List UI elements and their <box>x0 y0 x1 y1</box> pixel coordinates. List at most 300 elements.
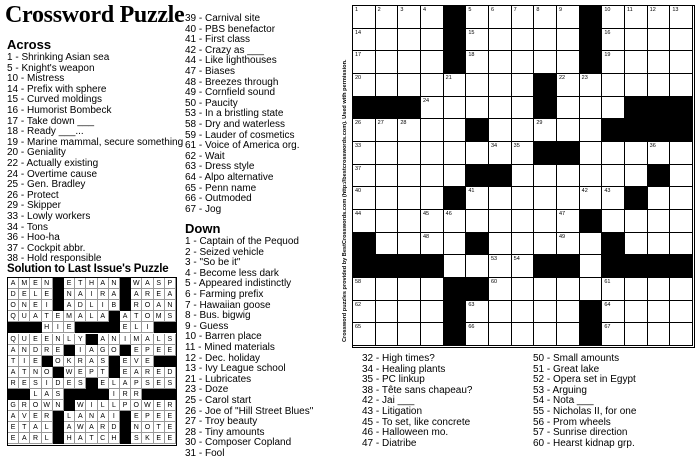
solution-letter-cell: S <box>30 378 41 389</box>
answer-square[interactable] <box>534 165 557 188</box>
solution-letter-cell: D <box>75 300 86 311</box>
clue-item: 63 - Dress style <box>185 161 255 173</box>
answer-square[interactable] <box>489 255 512 278</box>
answer-square[interactable] <box>444 233 467 256</box>
solution-letter-cell: E <box>154 400 165 411</box>
answer-square[interactable] <box>421 6 444 29</box>
answer-square[interactable] <box>376 119 399 142</box>
answer-square[interactable] <box>444 74 467 97</box>
answer-square[interactable] <box>625 233 648 256</box>
answer-square[interactable] <box>421 142 444 165</box>
clue-number: 24 <box>423 97 430 104</box>
clue-number: 42 <box>581 188 588 195</box>
black-square <box>625 119 648 142</box>
answer-square[interactable] <box>580 142 603 165</box>
solution-letter-cell: L <box>154 334 165 345</box>
answer-square[interactable] <box>602 97 625 120</box>
solution-letter-cell: R <box>8 378 19 389</box>
answer-square[interactable] <box>557 97 580 120</box>
clue-item: 11 - Mined materials <box>185 341 275 353</box>
black-square <box>580 29 603 52</box>
answer-square[interactable] <box>353 323 376 346</box>
clue-item: 34 - Healing plants <box>362 363 446 375</box>
answer-square[interactable] <box>580 187 603 210</box>
answer-square[interactable] <box>512 6 535 29</box>
solution-letter-cell: S <box>165 334 176 345</box>
answer-square[interactable] <box>376 187 399 210</box>
solution-letter-cell: A <box>131 367 142 378</box>
answer-square[interactable] <box>670 29 693 52</box>
clue-number: 28 <box>400 120 407 127</box>
answer-square[interactable] <box>466 29 489 52</box>
answer-square[interactable] <box>444 165 467 188</box>
solution-letter-cell: T <box>19 367 30 378</box>
answer-square[interactable] <box>557 119 580 142</box>
solution-black-cell <box>53 278 64 289</box>
clue-number: 6 <box>491 7 495 13</box>
answer-square[interactable] <box>398 323 421 346</box>
answer-square[interactable] <box>466 301 489 324</box>
answer-square[interactable] <box>602 323 625 346</box>
answer-square[interactable] <box>602 142 625 165</box>
answer-square[interactable] <box>466 51 489 74</box>
answer-square[interactable] <box>557 323 580 346</box>
solution-letter-cell: I <box>120 334 131 345</box>
answer-square[interactable] <box>489 142 512 165</box>
answer-square[interactable] <box>466 187 489 210</box>
answer-square[interactable] <box>580 74 603 97</box>
solution-letter-cell: E <box>64 278 75 289</box>
solution-letter-cell: A <box>120 311 131 322</box>
solution-letter-cell: O <box>109 345 120 356</box>
previous-solution-grid <box>7 277 177 446</box>
answer-square[interactable] <box>421 29 444 52</box>
answer-square[interactable] <box>670 51 693 74</box>
answer-square[interactable] <box>670 165 693 188</box>
answer-square[interactable] <box>580 119 603 142</box>
solution-letter-cell: O <box>42 367 53 378</box>
clue-item: 24 - Overtime cause <box>7 168 98 180</box>
answer-square[interactable] <box>580 165 603 188</box>
answer-square[interactable] <box>466 210 489 233</box>
answer-square[interactable] <box>353 51 376 74</box>
answer-square[interactable] <box>376 142 399 165</box>
clue-number: 22 <box>559 75 566 81</box>
answer-square[interactable] <box>648 51 671 74</box>
clue-item: 50 - Small amounts <box>533 353 620 364</box>
answer-square[interactable] <box>489 301 512 324</box>
solution-letter-cell: R <box>98 422 109 433</box>
answer-square[interactable] <box>534 29 557 52</box>
answer-square[interactable] <box>398 51 421 74</box>
solution-letter-cell: I <box>53 322 64 333</box>
answer-square[interactable] <box>466 142 489 165</box>
solution-letter-cell: A <box>42 389 53 400</box>
answer-square[interactable] <box>444 210 467 233</box>
solution-black-cell <box>53 289 64 300</box>
solution-letter-cell: T <box>19 422 30 433</box>
answer-square[interactable] <box>398 233 421 256</box>
answer-square[interactable] <box>512 255 535 278</box>
answer-square[interactable] <box>670 187 693 210</box>
answer-square[interactable] <box>557 233 580 256</box>
solution-letter-cell: S <box>75 378 86 389</box>
answer-square[interactable] <box>625 6 648 29</box>
solution-letter-cell: E <box>165 433 176 444</box>
solution-letter-cell: A <box>86 345 97 356</box>
answer-square[interactable] <box>648 233 671 256</box>
answer-square[interactable] <box>625 301 648 324</box>
answer-square[interactable] <box>398 165 421 188</box>
answer-square[interactable] <box>534 6 557 29</box>
answer-square[interactable] <box>580 233 603 256</box>
solution-letter-cell: I <box>109 389 120 400</box>
answer-square[interactable] <box>421 301 444 324</box>
answer-square[interactable] <box>398 6 421 29</box>
solution-letter-cell: E <box>154 367 165 378</box>
answer-square[interactable] <box>512 301 535 324</box>
answer-square[interactable] <box>421 233 444 256</box>
answer-square[interactable] <box>489 119 512 142</box>
answer-square[interactable] <box>398 119 421 142</box>
answer-square[interactable] <box>648 142 671 165</box>
answer-square[interactable] <box>444 255 467 278</box>
solution-letter-cell: A <box>154 300 165 311</box>
answer-square[interactable] <box>648 323 671 346</box>
answer-square[interactable] <box>353 187 376 210</box>
solution-letter-cell: A <box>75 411 86 422</box>
answer-square[interactable] <box>557 165 580 188</box>
solution-letter-cell: T <box>8 356 19 367</box>
solution-black-cell <box>98 389 109 400</box>
black-square <box>444 187 467 210</box>
answer-square[interactable] <box>489 233 512 256</box>
black-square <box>398 97 421 120</box>
answer-square[interactable] <box>353 301 376 324</box>
answer-square[interactable] <box>648 187 671 210</box>
answer-square[interactable] <box>466 97 489 120</box>
answer-square[interactable] <box>670 6 693 29</box>
answer-square[interactable] <box>512 97 535 120</box>
answer-square[interactable] <box>444 97 467 120</box>
answer-square[interactable] <box>398 301 421 324</box>
answer-square[interactable] <box>353 210 376 233</box>
answer-square[interactable] <box>625 51 648 74</box>
solution-black-cell <box>120 289 131 300</box>
solution-letter-cell: S <box>154 278 165 289</box>
solution-letter-cell: L <box>30 389 41 400</box>
answer-square[interactable] <box>648 74 671 97</box>
answer-square[interactable] <box>670 301 693 324</box>
answer-square[interactable] <box>670 74 693 97</box>
solution-black-cell <box>42 356 53 367</box>
black-square <box>466 165 489 188</box>
answer-square[interactable] <box>398 187 421 210</box>
black-square <box>353 255 376 278</box>
answer-square[interactable] <box>557 74 580 97</box>
answer-square[interactable] <box>580 255 603 278</box>
answer-square[interactable] <box>534 119 557 142</box>
answer-square[interactable] <box>625 142 648 165</box>
answer-square[interactable] <box>376 51 399 74</box>
answer-square[interactable] <box>648 278 671 301</box>
solution-black-cell <box>30 322 41 333</box>
solution-black-cell <box>165 322 176 333</box>
answer-square[interactable] <box>444 119 467 142</box>
answer-square[interactable] <box>602 74 625 97</box>
answer-square[interactable] <box>670 278 693 301</box>
answer-square[interactable] <box>489 29 512 52</box>
solution-black-cell <box>75 322 86 333</box>
solution-letter-cell: E <box>154 289 165 300</box>
clue-item: 48 - Breezes through <box>185 76 279 88</box>
answer-square[interactable] <box>557 187 580 210</box>
answer-square[interactable] <box>625 165 648 188</box>
answer-square[interactable] <box>648 301 671 324</box>
solution-letter-cell: E <box>120 322 131 333</box>
solution-letter-cell: N <box>165 300 176 311</box>
answer-square[interactable] <box>421 97 444 120</box>
answer-square[interactable] <box>512 210 535 233</box>
clue-item: 16 - Humorist Bombeck <box>7 104 112 116</box>
solution-black-cell <box>8 389 19 400</box>
down-heading: Down <box>185 221 221 236</box>
answer-square[interactable] <box>557 301 580 324</box>
answer-square[interactable] <box>512 119 535 142</box>
black-square <box>580 51 603 74</box>
black-square <box>580 210 603 233</box>
solution-letter-cell: S <box>53 389 64 400</box>
black-square <box>580 6 603 29</box>
answer-square[interactable] <box>353 74 376 97</box>
answer-square[interactable] <box>557 51 580 74</box>
answer-square[interactable] <box>466 6 489 29</box>
answer-square[interactable] <box>376 210 399 233</box>
answer-square[interactable] <box>602 29 625 52</box>
answer-square[interactable] <box>421 119 444 142</box>
answer-square[interactable] <box>648 210 671 233</box>
clue-item: 42 - Crazy as ___ <box>185 44 264 56</box>
answer-square[interactable] <box>421 210 444 233</box>
solution-black-cell <box>53 300 64 311</box>
answer-square[interactable] <box>421 323 444 346</box>
answer-square[interactable] <box>534 323 557 346</box>
answer-square[interactable] <box>376 29 399 52</box>
answer-square[interactable] <box>398 278 421 301</box>
answer-square[interactable] <box>512 323 535 346</box>
solution-letter-cell: O <box>53 356 64 367</box>
answer-square[interactable] <box>512 51 535 74</box>
answer-square[interactable] <box>534 187 557 210</box>
answer-square[interactable] <box>648 29 671 52</box>
answer-square[interactable] <box>353 278 376 301</box>
answer-square[interactable] <box>557 210 580 233</box>
solution-letter-cell: M <box>154 311 165 322</box>
solution-letter-cell: M <box>64 311 75 322</box>
solution-letter-cell: E <box>64 322 75 333</box>
solution-letter-cell: L <box>86 300 97 311</box>
answer-square[interactable] <box>489 6 512 29</box>
answer-square[interactable] <box>489 74 512 97</box>
clue-item: 10 - Barren place <box>185 331 262 343</box>
clue-number: 36 <box>649 143 656 149</box>
answer-square[interactable] <box>534 278 557 301</box>
answer-square[interactable] <box>376 278 399 301</box>
clue-item: 3 - "So be it" <box>185 257 241 269</box>
solution-black-cell <box>64 400 75 411</box>
solution-black-cell <box>165 389 176 400</box>
answer-square[interactable] <box>398 29 421 52</box>
clue-number: 40 <box>355 188 362 195</box>
answer-square[interactable] <box>421 74 444 97</box>
answer-square[interactable] <box>421 51 444 74</box>
solution-letter-cell: S <box>98 356 109 367</box>
clue-item: 54 - Nota ___ <box>533 395 594 407</box>
solution-letter-cell: E <box>64 378 75 389</box>
answer-square[interactable] <box>648 6 671 29</box>
answer-square[interactable] <box>398 74 421 97</box>
answer-square[interactable] <box>580 278 603 301</box>
answer-square[interactable] <box>376 323 399 346</box>
solution-letter-cell: N <box>109 278 120 289</box>
answer-square[interactable] <box>602 6 625 29</box>
answer-square[interactable] <box>376 301 399 324</box>
answer-square[interactable] <box>534 233 557 256</box>
answer-square[interactable] <box>625 278 648 301</box>
solution-letter-cell: P <box>142 345 153 356</box>
answer-square[interactable] <box>512 142 535 165</box>
answer-square[interactable] <box>489 210 512 233</box>
solution-letter-cell: R <box>75 356 86 367</box>
across-heading: Across <box>7 37 52 52</box>
answer-square[interactable] <box>376 74 399 97</box>
answer-square[interactable] <box>557 278 580 301</box>
clue-item: 47 - Biases <box>185 65 236 77</box>
answer-square[interactable] <box>625 210 648 233</box>
answer-square[interactable] <box>353 142 376 165</box>
solution-black-cell <box>165 356 176 367</box>
answer-square[interactable] <box>557 6 580 29</box>
answer-square[interactable] <box>512 165 535 188</box>
answer-square[interactable] <box>512 278 535 301</box>
clue-item: 60 - Hearst kidnap grp. <box>533 437 635 449</box>
answer-square[interactable] <box>557 29 580 52</box>
answer-square[interactable] <box>421 278 444 301</box>
answer-square[interactable] <box>625 29 648 52</box>
clue-item: 27 - Troy beauty <box>185 416 258 428</box>
solution-letter-cell: H <box>42 322 53 333</box>
answer-square[interactable] <box>512 29 535 52</box>
solution-letter-cell: E <box>19 378 30 389</box>
clue-item: 57 - Sunrise direction <box>533 427 628 439</box>
answer-square[interactable] <box>353 119 376 142</box>
answer-square[interactable] <box>489 97 512 120</box>
answer-square[interactable] <box>602 210 625 233</box>
answer-square[interactable] <box>421 165 444 188</box>
solution-letter-cell: Q <box>8 311 19 322</box>
answer-square[interactable] <box>625 323 648 346</box>
answer-square[interactable] <box>353 6 376 29</box>
solution-letter-cell: E <box>53 311 64 322</box>
clue-number: 21 <box>445 75 452 81</box>
solution-black-cell <box>154 356 165 367</box>
answer-square[interactable] <box>670 323 693 346</box>
answer-square[interactable] <box>602 301 625 324</box>
solution-letter-cell: W <box>64 367 75 378</box>
clue-number: 43 <box>604 188 611 195</box>
across-clues-column <box>7 38 184 265</box>
answer-square[interactable] <box>489 51 512 74</box>
answer-square[interactable] <box>444 142 467 165</box>
answer-square[interactable] <box>512 187 535 210</box>
solution-black-cell <box>8 322 19 333</box>
solution-letter-cell: N <box>109 334 120 345</box>
solution-letter-cell: S <box>165 311 176 322</box>
answer-square[interactable] <box>602 165 625 188</box>
answer-square[interactable] <box>353 165 376 188</box>
black-square <box>557 142 580 165</box>
answer-square[interactable] <box>398 210 421 233</box>
answer-square[interactable] <box>602 51 625 74</box>
black-square <box>534 142 557 165</box>
answer-square[interactable] <box>670 142 693 165</box>
answer-square[interactable] <box>489 187 512 210</box>
answer-square[interactable] <box>376 165 399 188</box>
solution-black-cell <box>19 389 30 400</box>
answer-square[interactable] <box>512 233 535 256</box>
answer-square[interactable] <box>466 74 489 97</box>
black-square <box>534 97 557 120</box>
solution-letter-cell: M <box>131 334 142 345</box>
answer-square[interactable] <box>376 6 399 29</box>
answer-square[interactable] <box>466 255 489 278</box>
answer-square[interactable] <box>625 74 648 97</box>
clue-number: 14 <box>355 29 362 36</box>
clue-number: 7 <box>513 7 517 13</box>
answer-square[interactable] <box>489 278 512 301</box>
answer-square[interactable] <box>534 210 557 233</box>
answer-square[interactable] <box>670 210 693 233</box>
solution-letter-cell: R <box>98 289 109 300</box>
answer-square[interactable] <box>512 74 535 97</box>
solution-letter-cell: S <box>165 378 176 389</box>
answer-square[interactable] <box>466 323 489 346</box>
clue-number: 54 <box>513 256 520 263</box>
across-clue-list-continued <box>185 14 345 215</box>
answer-square[interactable] <box>398 142 421 165</box>
answer-square[interactable] <box>670 233 693 256</box>
solution-black-cell <box>19 322 30 333</box>
clue-number: 34 <box>491 143 498 149</box>
clue-number: 62 <box>355 301 362 308</box>
answer-square[interactable] <box>353 29 376 52</box>
answer-square[interactable] <box>534 51 557 74</box>
answer-square[interactable] <box>534 301 557 324</box>
solution-letter-cell: E <box>165 422 176 433</box>
answer-square[interactable] <box>602 187 625 210</box>
answer-square[interactable] <box>421 187 444 210</box>
clue-item: 46 - Halloween mo. <box>362 427 449 439</box>
answer-square[interactable] <box>376 233 399 256</box>
answer-square[interactable] <box>489 323 512 346</box>
solution-black-cell <box>75 389 86 400</box>
answer-square[interactable] <box>602 278 625 301</box>
clue-item: 34 - Tons <box>7 221 48 233</box>
clue-item: 25 - Gen. Bradley <box>7 179 86 191</box>
answer-square[interactable] <box>580 97 603 120</box>
clue-item: 1 - Shrinking Asian sea <box>7 52 110 63</box>
black-square <box>580 301 603 324</box>
